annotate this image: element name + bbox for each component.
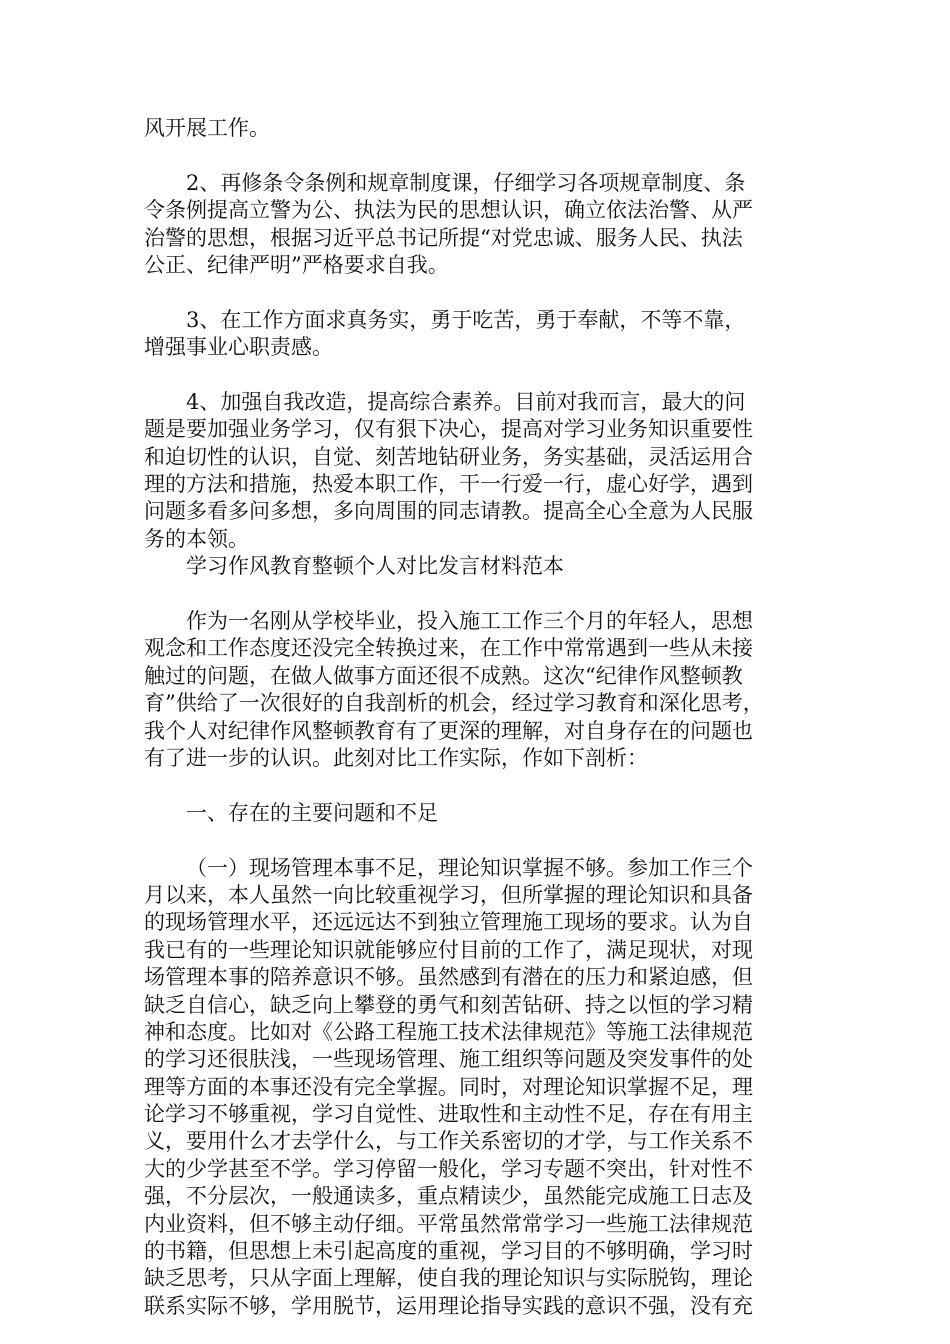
text-line: （一）现场管理本事不足，理论知识掌握不够。参加工作三个 — [186, 855, 753, 880]
text-line: 作为一名刚从学校毕业，投入施工工作三个月的年轻人，思想 — [186, 609, 753, 634]
text-line: 的书籍，但思想上未引起高度的重视，学习目的不够明确，学习时 — [144, 1239, 753, 1264]
text-line: 神和态度。比如对《公路工程施工技术法律规范》等施工法律规范 — [144, 1019, 753, 1044]
text-line: 3、在工作方面求真务实，勇于吃苦，勇于奉献，不等不靠， — [186, 307, 746, 332]
text-line: 场管理本事的陪养意识不够。虽然感到有潜在的压力和紧迫感，但 — [144, 965, 753, 990]
text-line: 月以来，本人虽然一向比较重视学习，但所掌握的理论知识和具备 — [144, 882, 753, 907]
text-line: 理等方面的本事还没有完全掌握。同时，对理论知识掌握不足，理 — [144, 1074, 753, 1099]
text-line: 我个人对纪律作风整顿教育有了更深的理解，对自身存在的问题也 — [144, 718, 753, 743]
text-line: 的学习还很肤浅，一些现场管理、施工组织等问题及突发事件的处 — [144, 1047, 753, 1072]
text-line: 义，要用什么才去学什么，与工作关系密切的才学，与工作关系不 — [144, 1129, 753, 1154]
paragraph-gap — [144, 362, 806, 389]
text-line: 治警的思想，根据习近平总书记所提“对党忠诚、服务人民、执法 — [144, 225, 743, 250]
text-line: 学习作风教育整顿个人对比发言材料范本 — [186, 554, 564, 579]
text-line: 题是要加强业务学习，仅有狠下决心，提高对学习业务知识重要性 — [144, 417, 753, 442]
text-line: 联系实际不够，学用脱节，运用理论指导实践的意识不强，没有充 — [144, 1293, 753, 1318]
document-body — [144, 115, 806, 1320]
text-line: 缺乏自信心，缺乏向上攀登的勇气和刻苦钻研、持之以恒的学习精 — [144, 992, 753, 1017]
text-line: 风开展工作。 — [144, 116, 270, 140]
text-line: 我已有的一些理论知识就能够应付目前的工作了，满足现状，对现 — [144, 937, 753, 962]
paragraph-gap — [144, 581, 806, 608]
paragraph-gap — [144, 279, 806, 306]
text-line: 育”供给了一次很好的自我剖析的机会，经过学习教育和深化思考， — [144, 691, 764, 716]
paragraph-gap — [144, 772, 806, 799]
text-line: 一、存在的主要问题和不足 — [186, 800, 438, 825]
text-line: 缺乏思考，只从字面上理解，使自我的理论知识与实际脱钩，理论 — [144, 1266, 753, 1291]
text-line: 触过的问题，在做人做事方面还很不成熟。这次“纪律作风整顿教 — [144, 663, 743, 688]
text-line: 务的本领。 — [144, 526, 249, 551]
text-line: 内业资料，但不够主动仔细。平常虽然常常学习一些施工法律规范 — [144, 1211, 753, 1236]
text-line: 论学习不够重视，学习自觉性、进取性和主动性不足，存在有用主 — [144, 1102, 753, 1127]
text-line: 和迫切性的认识，自觉、刻苦地钻研业务，务实基础，灵活运用合 — [144, 444, 753, 469]
text-line: 4、加强自我改造，提高综合素养。目前对我而言，最大的问 — [186, 389, 746, 414]
text-line: 问题多看多问多想，多向周围的同志请教。提高全心全意为人民服 — [144, 499, 753, 524]
text-line: 观念和工作态度还没完全转换过来，在工作中常常遇到一些从未接 — [144, 636, 753, 661]
text-line: 有了进一步的认识。此刻对比工作实际，作如下剖析： — [144, 745, 648, 770]
paragraph-gap — [144, 142, 806, 169]
text-line: 大的少学甚至不学。学习停留一般化，学习专题不突出，针对性不 — [144, 1156, 753, 1181]
text-line: 令条例提高立警为公、执法为民的思想认识，确立依法治警、从严 — [144, 198, 753, 223]
text-line: 的现场管理水平，还远远达不到独立管理施工现场的要求。认为自 — [144, 910, 753, 935]
paragraph-gap — [144, 827, 806, 854]
text-line: 2、再修条令条例和规章制度课，仔细学习各项规章制度、条 — [186, 170, 746, 195]
text-line: 增强事业心职责感。 — [144, 335, 333, 360]
text-line: 理的方法和措施，热爱本职工作，干一行爱一行，虚心好学，遇到 — [144, 472, 753, 497]
text-line: 强，不分层次，一般通读多，重点精读少，虽然能完成施工日志及 — [144, 1184, 753, 1209]
text-line: 公正、纪律严明”严格要求自我。 — [144, 252, 449, 277]
